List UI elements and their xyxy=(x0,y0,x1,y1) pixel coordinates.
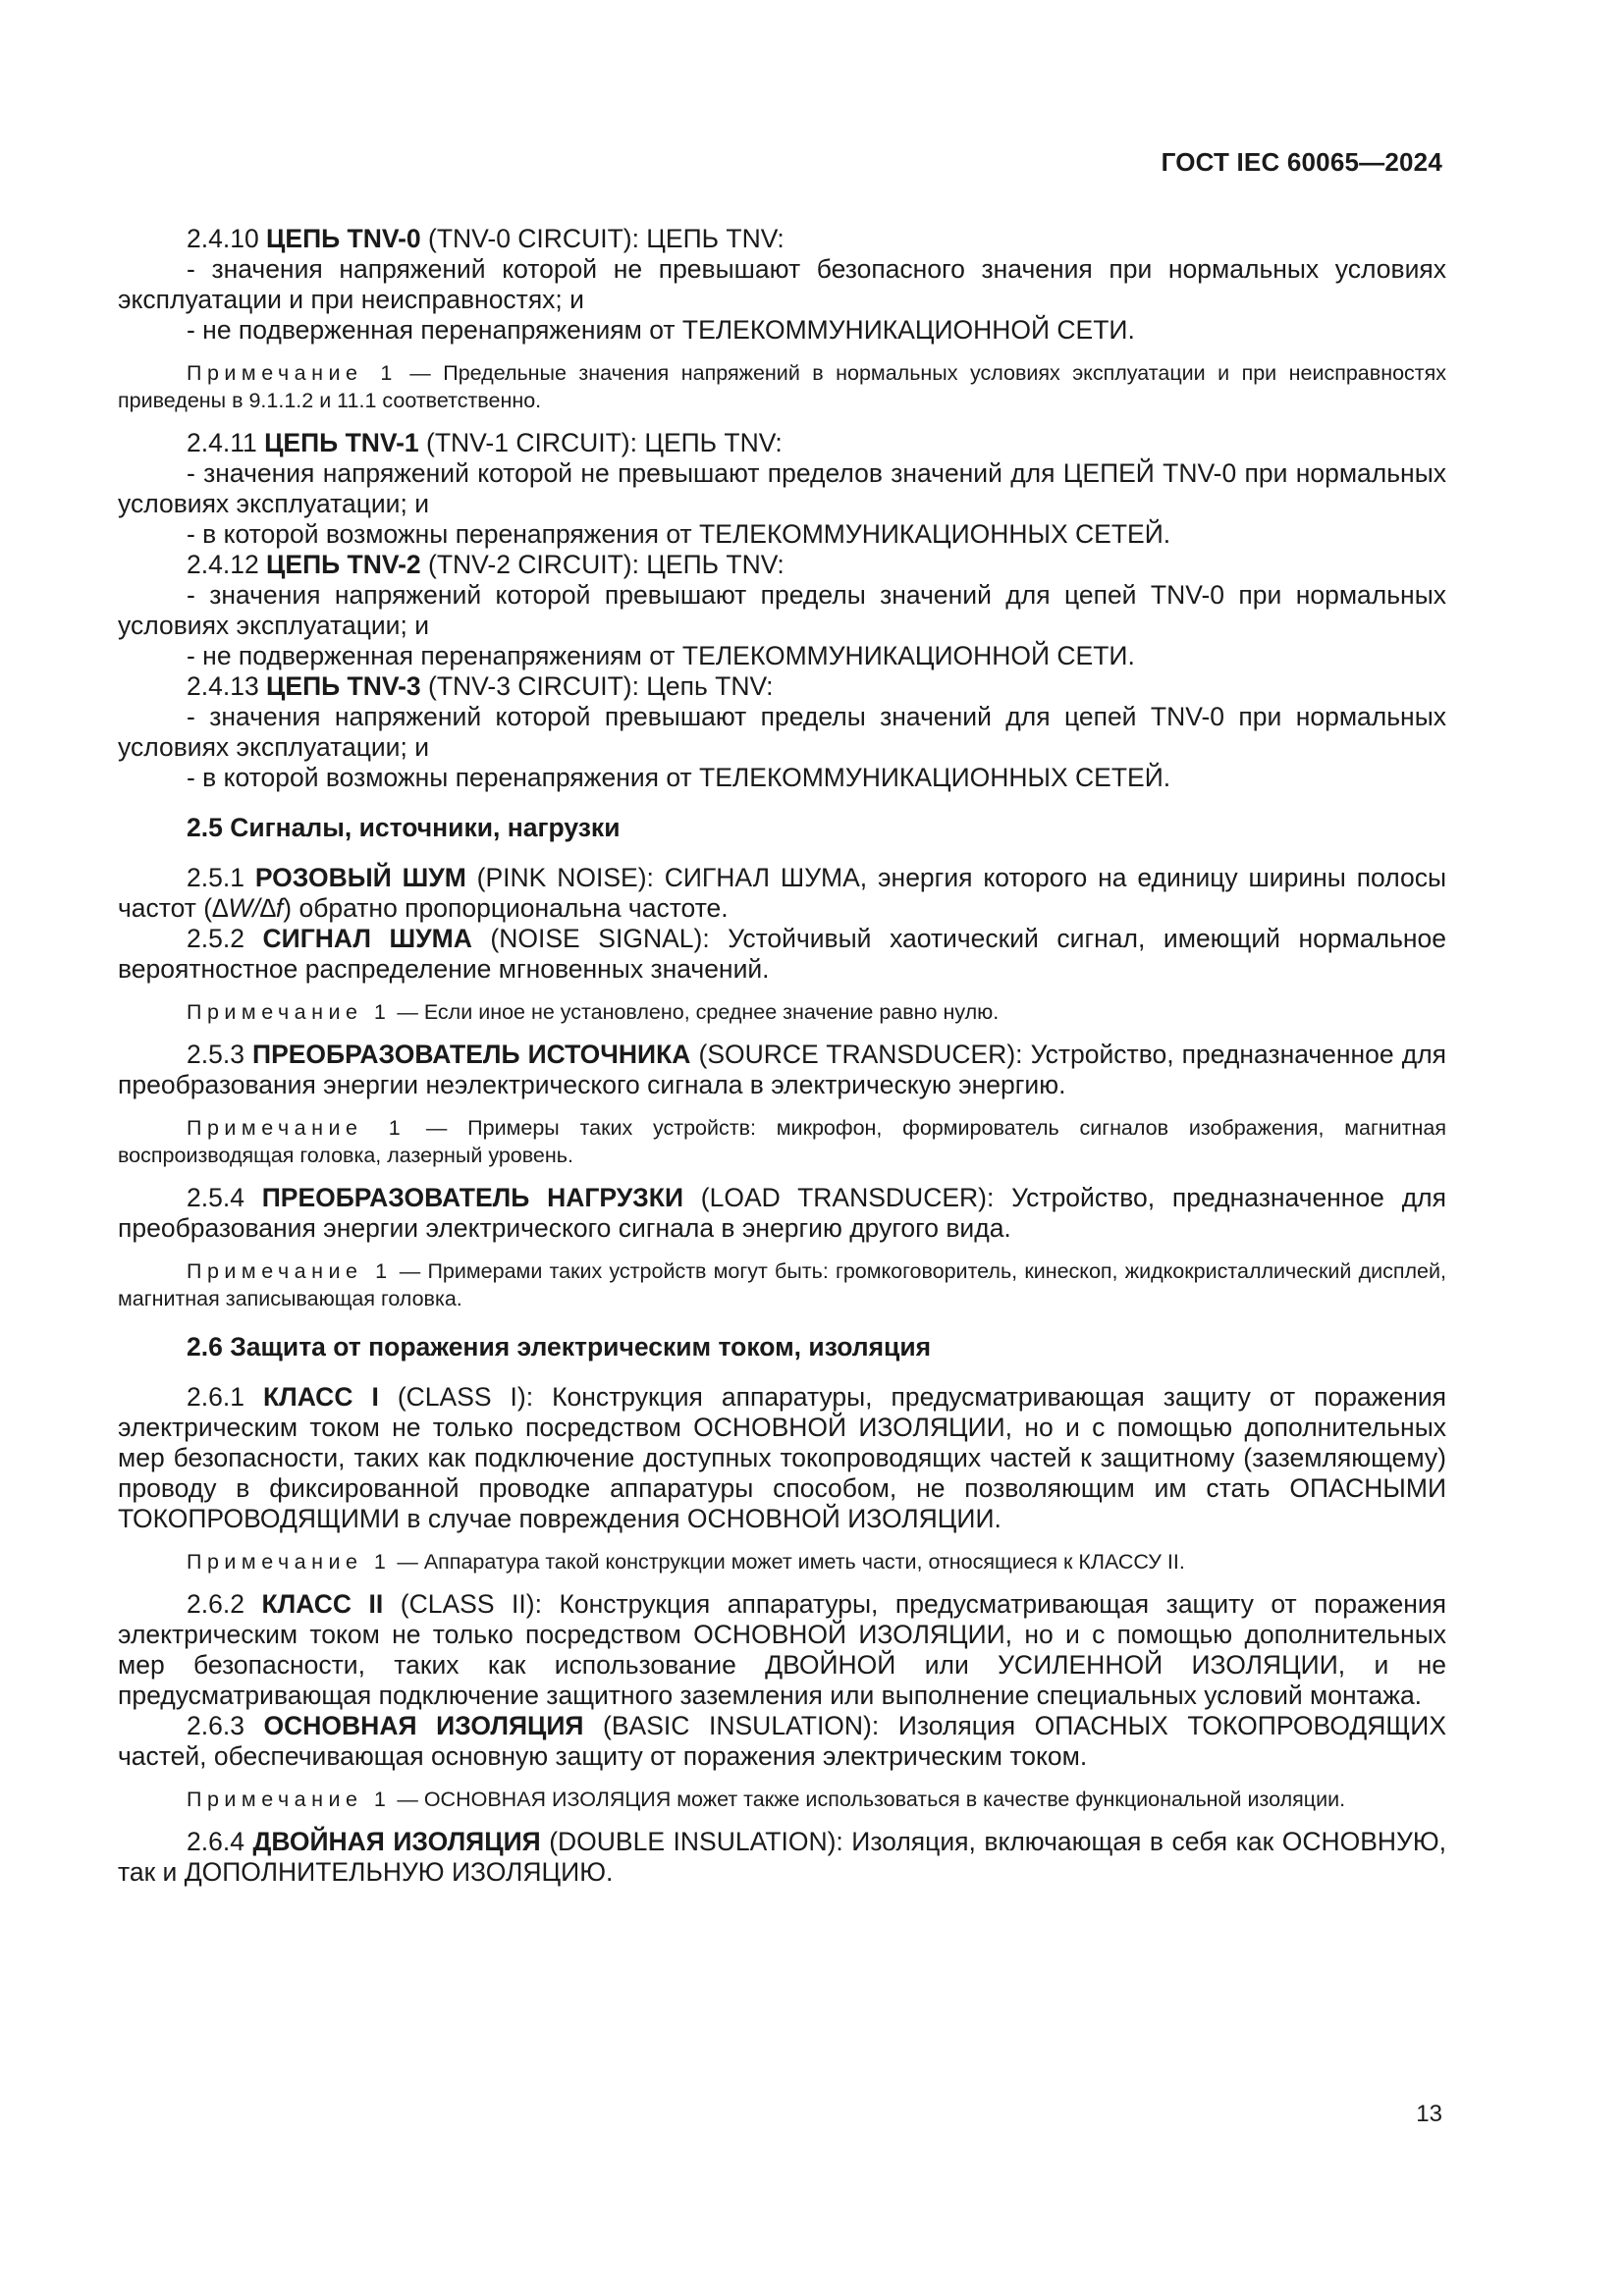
clause-2-5-2 xyxy=(118,924,1446,985)
clause-term: ЦЕПЬ TNV-2 xyxy=(266,550,421,579)
note-text: — Аппаратура такой конструкции может иметь части, относящиеся к КЛАССУ II. xyxy=(391,1550,1185,1574)
clause-number: 2.4.13 xyxy=(187,671,267,701)
clause-text: (DOUBLE INSULATION): Изоляция, включающая в себя как ОСНОВНУЮ, так и ДОПОЛНИТЕЛЬНУЮ ИЗОЛЯЦИЮ. xyxy=(118,1827,1446,1887)
list-item: - в которой возможны перенапряжения от ТЕЛЕКОММУНИКАЦИОННЫХ СЕТЕЙ. xyxy=(187,763,1171,792)
clause-number: 2.5.3 xyxy=(187,1040,253,1069)
clause-2-4-10 xyxy=(118,224,1446,254)
clause-number: 2.4.12 xyxy=(187,550,267,579)
clause-number: 2.6.4 xyxy=(187,1827,253,1856)
clause-number: 2.6.3 xyxy=(187,1711,264,1740)
note-text: — Если иное не установлено, среднее значение равно нулю. xyxy=(391,1000,1000,1024)
note-text: — Предельные значения напряжений в нормальных условиях эксплуатации и при неисправностях приведены в 9.1.1.2 и 11.1 соответственно. xyxy=(118,361,1447,412)
clause-2-5-1 xyxy=(118,863,1446,924)
clause-text: (BASIC INSULATION): Изоляция ОПАСНЫХ ТОКОПРОВОДЯЩИХ частей, обеспечивающая основную защиту от поражения электрическим током. xyxy=(118,1711,1446,1771)
clause-text: (SOURCE TRANSDUCER): Устройство, предназначенное для преобразования энергии неэлектрического сигнала в электрическую энергию. xyxy=(118,1040,1447,1099)
note-text: — Примерами таких устройств могут быть: громкоговоритель, кинескоп, жидкокристаллический дисплей, магнитная записывающая головка. xyxy=(118,1259,1446,1310)
note-label: Примечание 1 xyxy=(187,1788,392,1811)
clause-text: (TNV-1 CIRCUIT): ЦЕПЬ TNV: xyxy=(418,428,783,457)
list-item: - значения напряжений которой не превышают пределов значений для ЦЕПЕЙ TNV-0 при нормальных условиях эксплуатации; и xyxy=(118,458,1446,518)
clause-number: 2.5.1 xyxy=(187,863,255,892)
list-item: - в которой возможны перенапряжения от ТЕЛЕКОММУНИКАЦИОННЫХ СЕТЕЙ. xyxy=(187,519,1171,549)
clause-2-4-12 xyxy=(118,550,1446,580)
clause-2-6-3 xyxy=(118,1711,1446,1772)
clause-number: 2.4.10 xyxy=(187,224,267,253)
document-body xyxy=(118,224,1446,1888)
clause-2-5-3 xyxy=(118,1040,1446,1100)
clause-term: РОЗОВЫЙ ШУМ xyxy=(254,863,466,892)
note xyxy=(118,1548,1446,1575)
clause-2-6-2 xyxy=(118,1589,1446,1711)
clause-2-6-1 xyxy=(118,1382,1446,1534)
clause-2-4-13 xyxy=(118,671,1446,702)
note-text: — Примеры таких устройств: микрофон, формирователь сигналов изображения, магнитная воспроизводящая головка, лазерный уровень. xyxy=(118,1116,1447,1167)
clause-number: 2.5.2 xyxy=(187,924,263,953)
clause-term: ЦЕПЬ TNV-3 xyxy=(266,671,421,701)
clause-text: (TNV-3 CIRCUIT): Цепь TNV: xyxy=(420,671,774,701)
note xyxy=(118,1257,1446,1312)
clause-term: СИГНАЛ ШУМА xyxy=(262,924,472,953)
clause-term: КЛАСС II xyxy=(261,1589,384,1619)
clause-term: ЦЕПЬ TNV-0 xyxy=(266,224,421,253)
clause-text: (PINK NOISE): СИГНАЛ ШУМА, энергия которого на единицу ширины полосы частот ( xyxy=(118,863,1446,923)
list-item: - значения напряжений которой превышают пределы значений для цепей TNV-0 при нормальных условиях эксплуатации; и xyxy=(118,580,1446,640)
clause-text: ) обратно пропорциональна частоте. xyxy=(283,893,729,923)
note-label: Примечание 1 xyxy=(187,1550,392,1574)
clause-term: ДВОЙНАЯ ИЗОЛЯЦИЯ xyxy=(252,1827,541,1856)
clause-text: (CLASS I): Конструкция аппаратуры, предусматривающая защиту от поражения электрическим током не только посредством ОСНОВНОЙ ИЗОЛЯЦИИ, но и с помощью дополнительных мер безопасности, таких как подключение доступных токопроводящих частей к защитному (заземляющему) проводу в фиксированной проводке аппаратуры способом, не позволяющим им стать ОПАСНЫМИ ТОКОПРОВОДЯЩИМИ в случае повреждения ОСНОВНОЙ ИЗОЛЯЦИИ. xyxy=(118,1382,1446,1533)
clause-number: 2.6.2 xyxy=(187,1589,262,1619)
document-code: ГОСТ IEC 60065—2024 xyxy=(1161,147,1442,177)
note-label: Примечание 1 xyxy=(187,361,398,385)
note xyxy=(118,1786,1446,1813)
clause-number: 2.4.11 xyxy=(187,428,265,457)
page-number: 13 xyxy=(1416,2101,1442,2127)
section-heading-2-5: 2.5 Сигналы, источники, нагрузки xyxy=(187,813,621,842)
section-heading-2-6: 2.6 Защита от поражения электрическим током, изоляция xyxy=(187,1332,932,1362)
clause-term: ПРЕОБРАЗОВАТЕЛЬ ИСТОЧНИКА xyxy=(252,1040,691,1069)
note-text: — ОСНОВНАЯ ИЗОЛЯЦИЯ может также использоваться в качестве функциональной изоляции. xyxy=(391,1788,1346,1811)
list-item: - не подверженная перенапряжениям от ТЕЛЕКОММУНИКАЦИОННОЙ СЕТИ. xyxy=(187,315,1135,345)
note xyxy=(118,1114,1446,1169)
clause-number: 2.6.1 xyxy=(187,1382,263,1412)
clause-text: (TNV-2 CIRCUIT): ЦЕПЬ TNV: xyxy=(420,550,785,579)
note xyxy=(118,998,1446,1026)
note-label: Примечание 1 xyxy=(187,1116,406,1140)
list-item: - не подверженная перенапряжениям от ТЕЛЕКОММУНИКАЦИОННОЙ СЕТИ. xyxy=(187,641,1135,670)
note-label: Примечание 1 xyxy=(187,1259,393,1283)
clause-term: КЛАСС I xyxy=(262,1382,379,1412)
list-item: - значения напряжений которой не превышают безопасного значения при нормальных условиях эксплуатации и при неисправностях; и xyxy=(118,254,1446,314)
clause-number: 2.5.4 xyxy=(187,1183,262,1212)
clause-text: (LOAD TRANSDUCER): Устройство, предназначенное для преобразования энергии электрического сигнала в энергию другого вида. xyxy=(118,1183,1446,1243)
clause-term: ОСНОВНАЯ ИЗОЛЯЦИЯ xyxy=(263,1711,584,1740)
list-item: - значения напряжений которой превышают пределы значений для цепей TNV-0 при нормальных условиях эксплуатации; и xyxy=(118,702,1446,762)
clause-2-4-11 xyxy=(118,428,1446,458)
clause-text: (NOISE SIGNAL): Устойчивый хаотический сигнал, имеющий нормальное вероятностное распределение мгновенных значений. xyxy=(118,924,1446,984)
clause-text: (CLASS II): Конструкция аппаратуры, предусматривающая защиту от поражения электрическим током не только посредством ОСНОВНОЙ ИЗОЛЯЦИИ, но и с помощью дополнительных мер безопасности, таких как использование ДВОЙНОЙ или УСИЛЕННОЙ ИЗОЛЯЦИИ, и не предусматривающая подключение защитного заземления или выполнение специальных условий монтажа. xyxy=(118,1589,1447,1710)
clause-term: ЦЕПЬ TNV-1 xyxy=(264,428,419,457)
clause-text: (TNV-0 CIRCUIT): ЦЕПЬ TNV: xyxy=(420,224,785,253)
formula-symbol: ∆W/∆f xyxy=(212,893,284,923)
clause-2-6-4 xyxy=(118,1827,1446,1888)
note-label: Примечание 1 xyxy=(187,1000,392,1024)
clause-term: ПРЕОБРАЗОВАТЕЛЬ НАГРУЗКИ xyxy=(261,1183,684,1212)
clause-2-5-4 xyxy=(118,1183,1446,1244)
note xyxy=(118,359,1446,414)
